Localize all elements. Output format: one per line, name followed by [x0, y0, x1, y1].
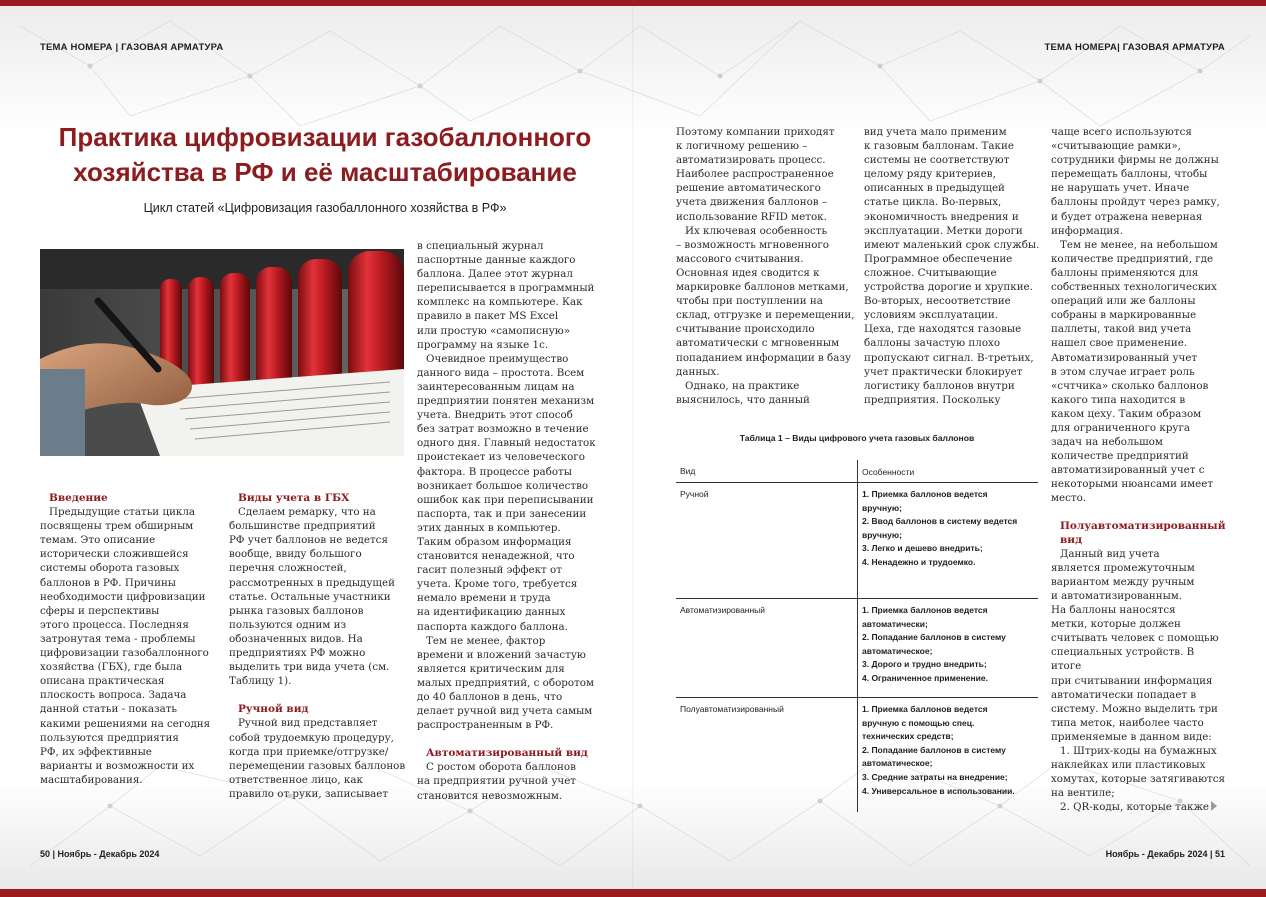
- article-subtitle: Цикл статей «Цифровизация газобаллонного хозяйства в РФ»: [143, 201, 507, 215]
- text-line: статье. Остальные участники: [229, 590, 391, 603]
- feature-line: вручную;: [862, 502, 902, 513]
- table-cell-type: Ручной: [680, 489, 709, 499]
- text-line: задач на небольшом: [1051, 436, 1163, 449]
- text-line: Их ключевая особенность: [685, 224, 828, 237]
- text-line: сотрудники фирмы не должны: [1051, 154, 1219, 167]
- text-line: каком цеху. Таким образом: [1051, 407, 1202, 420]
- text-line: типа меток, наиболее часто: [1051, 716, 1204, 729]
- text-line: описанных в предыдущей: [864, 182, 1005, 195]
- feature-line: 3. Средние затраты на внедрение;: [862, 771, 1008, 782]
- text-line: этих данных в компьютер.: [417, 521, 561, 534]
- text-line: Предыдущие статьи цикла: [49, 506, 196, 519]
- text-line: правило от руки, записывает: [229, 787, 389, 800]
- text-line: вид учета мало применим: [864, 126, 1007, 138]
- text-line: комплекс на компьютере. Как: [417, 296, 583, 309]
- text-line: применяемые в данном виде:: [1051, 730, 1212, 743]
- text-line: целому ряду критериев,: [864, 168, 996, 181]
- text-line: предприятиях РФ можно: [229, 647, 366, 660]
- table-header-cell: Вид: [680, 466, 696, 476]
- text-line: становится ненадежной, что: [417, 550, 575, 563]
- text-line: количестве предприятий, где: [1051, 252, 1214, 265]
- text-line: баллонов в РФ. Причины: [40, 576, 177, 589]
- text-line: немало времени и труда: [417, 592, 551, 605]
- text-line: является промежуточным: [1051, 561, 1195, 574]
- text-line: Тем не менее, на небольшом: [1060, 238, 1218, 251]
- text-line: является критическим для: [417, 662, 565, 675]
- text-line: Основная идея сводится к: [676, 266, 820, 279]
- column-6: [1051, 125, 1227, 815]
- article-title-line: Практика цифровизации газобаллонного: [58, 122, 592, 152]
- table-cell-type: Полуавтоматизированный: [680, 704, 784, 714]
- text-line: Программное обеспечение: [864, 252, 1013, 265]
- text-line: Цеха, где находятся газовые: [864, 323, 1022, 336]
- text-line: данной статьи - показать: [40, 703, 178, 716]
- column-4: [676, 125, 858, 407]
- text-line: системы оборота газовых: [40, 562, 180, 575]
- running-header-left: ТЕМА НОМЕРА | ГАЗОВАЯ АРМАТУРА: [40, 42, 224, 53]
- text-line: описана практическая: [40, 675, 165, 688]
- text-line: данных.: [676, 365, 720, 378]
- text-line: массового считывания.: [676, 252, 804, 265]
- text-line: до 40 баллонов в день, что: [417, 691, 563, 703]
- table-row: [676, 698, 1038, 812]
- table-header-cell: Особенности: [862, 467, 915, 477]
- text-line: информация.: [1051, 224, 1123, 237]
- text-line: РФ учет баллонов не ведется: [229, 534, 388, 547]
- text-line: перемещении газовых баллонов: [229, 759, 406, 772]
- text-line: проистекает из человеческого: [417, 451, 585, 464]
- text-line: чаще всего используются: [1051, 126, 1192, 138]
- text-line: и автоматизированным.: [1051, 590, 1183, 602]
- text-line: считывать человек с помощью: [1051, 632, 1219, 645]
- text-line: Автоматизированный учет: [1051, 351, 1198, 364]
- text-line: рассмотренных в предыдущей: [229, 576, 395, 589]
- table-row: [676, 599, 1038, 698]
- folio-right: Ноябрь - Декабрь 2024 | 51: [1105, 849, 1225, 859]
- text-line: правило в пакет MS Excel: [417, 310, 559, 323]
- text-line: [1051, 800, 1227, 814]
- article-title: [40, 120, 610, 190]
- text-line: в специальный журнал: [417, 240, 544, 252]
- feature-line: технических средств;: [862, 731, 954, 742]
- text-line: Поэтому компании приходят: [676, 126, 835, 138]
- text-line: делает ручной вид учета самым: [417, 705, 593, 718]
- text-line: пропускают сигнал. В-третьих,: [864, 351, 1034, 364]
- text-line: плоскость вопроса. Задача: [40, 689, 187, 702]
- folio-left: 50 | Ноябрь - Декабрь 2024: [40, 849, 160, 859]
- text-line: предприятии понятен механизм: [417, 395, 595, 408]
- text-line: считывание происходило: [676, 323, 815, 336]
- text-line: Сделаем ремарку, что на: [238, 506, 376, 519]
- feature-line: 3. Легко и дешево внедрить;: [862, 543, 983, 554]
- text-line: ответственное лицо, как: [229, 773, 363, 786]
- text-line: Таким образом информация: [417, 535, 572, 548]
- text-line: или простую «самописную»: [417, 324, 571, 337]
- text-line: какими решениями на сегодня: [40, 717, 211, 730]
- column-5: [864, 125, 1046, 407]
- text-line: темам. Это описание: [40, 534, 156, 547]
- text-line-content: 2. QR-коды, которые также: [1060, 801, 1210, 814]
- text-line: вообще, ввиду большого: [229, 548, 362, 561]
- text-line: и будет отражена неверная: [1051, 210, 1203, 223]
- column-1: [40, 491, 218, 787]
- continue-arrow-icon: [1211, 801, 1217, 811]
- bottom-band: [0, 889, 1266, 897]
- text-line: На баллоны наносятся: [1051, 604, 1176, 617]
- text-line: одного дня. Главный недостаток: [417, 437, 596, 450]
- feature-line: вручную;: [862, 529, 902, 540]
- text-line: собой трудоемкую процедуру,: [229, 731, 394, 744]
- text-line: без затрат возможно в течение: [417, 423, 589, 436]
- feature-line: 1. Приемка баллонов ведется: [862, 489, 988, 499]
- column-3: [417, 239, 601, 803]
- column-2: [229, 491, 411, 801]
- text-line: некоторыми нюансами имеет: [1051, 478, 1214, 491]
- text-line: «счтчика» сколько баллонов: [1051, 379, 1209, 392]
- feature-line: 1. Приемка баллонов ведется: [862, 605, 988, 615]
- text-line: собственных технологических: [1051, 281, 1217, 294]
- text-line: большинстве предприятий: [229, 520, 376, 533]
- text-line: пользуются предприятия: [40, 731, 179, 744]
- section-heading-manual: Ручной вид: [238, 703, 309, 716]
- text-line: данного вида – простота. Всем: [417, 366, 585, 379]
- text-line: баллоны пройдут через рамку,: [1051, 196, 1220, 209]
- text-line: попаданием информации в базу: [676, 351, 852, 364]
- text-line: посвящены трем обширным: [40, 520, 194, 533]
- text-line: паспорта, так и при занесении: [417, 507, 587, 520]
- heading-line: Полуавтоматизированный: [1060, 519, 1226, 532]
- text-line: статье цикла. Во-первых,: [864, 196, 1002, 209]
- text-line: обозначенных видов. На: [229, 632, 363, 645]
- page-fold: [632, 6, 634, 889]
- text-line: исторически сложившейся: [40, 548, 189, 561]
- text-line: масштабирования.: [40, 773, 143, 786]
- text-line: операций или же баллоны: [1051, 295, 1196, 308]
- text-line: распространенным в РФ.: [417, 719, 554, 732]
- feature-line: автоматическое;: [862, 758, 933, 769]
- text-line: малых предприятий, с оборотом: [417, 676, 594, 689]
- text-line: баллоны зачастую плохо: [864, 337, 1001, 350]
- text-line: количестве предприятий: [1051, 450, 1189, 463]
- text-line: гасит полезный эффект от: [417, 564, 562, 577]
- text-line: РФ, их эффективные: [40, 745, 152, 758]
- text-line: учета движения баллонов –: [676, 196, 828, 209]
- text-line: решение автоматического: [676, 182, 821, 195]
- text-line: С ростом оборота баллонов: [426, 761, 576, 774]
- text-line: ошибок как при переписывании: [417, 493, 594, 506]
- text-line: переписывается в программный: [417, 282, 595, 295]
- table-caption: Таблица 1 – Виды цифрового учета газовых баллонов: [739, 433, 975, 443]
- text-line: Наиболее распространенное: [676, 168, 834, 181]
- text-line: системы не соответствуют: [864, 154, 1010, 167]
- text-line: специальных устройств. В итоге: [1051, 646, 1195, 673]
- article-photo: [40, 249, 404, 456]
- table-cell-features: [862, 604, 1036, 686]
- text-line: затронутая тема - проблемы: [40, 632, 196, 645]
- feature-line: 2. Попадание баллонов в систему: [862, 632, 1006, 643]
- text-line: на идентификацию данных: [417, 606, 566, 619]
- text-line: выделить три вида учета (см.: [229, 661, 390, 674]
- feature-line: 2. Ввод баллонов в систему ведется: [862, 516, 1018, 527]
- text-line: метки, которые должен: [1051, 618, 1181, 631]
- heading-line: вид: [1060, 533, 1083, 546]
- text-line: Таблицу 1).: [229, 675, 292, 688]
- text-line: склад, отгрузке и перемещении,: [676, 309, 855, 322]
- text-line: на предприятии ручной учет: [417, 775, 576, 788]
- feature-line: 4. Ограниченное применение.: [862, 672, 988, 683]
- text-line: хомутах, которые затягиваются: [1051, 773, 1226, 786]
- text-line: имеют маленький срок службы.: [864, 238, 1040, 251]
- text-line: программу на языке 1с.: [417, 338, 549, 351]
- text-line: устройства дорогие и хрупкие.: [864, 281, 1033, 294]
- text-line: автоматически с мгновенным: [676, 337, 840, 350]
- text-line: Однако, на практике: [685, 379, 800, 392]
- feature-line: автоматическое;: [862, 645, 933, 656]
- text-line: экономичность внедрения и: [864, 210, 1019, 223]
- text-line: Ручной вид представляет: [238, 717, 378, 730]
- table-cell-features: [862, 703, 1036, 798]
- text-line: систему. Можно выделить три: [1051, 702, 1218, 715]
- text-line: хозяйства (ГБХ), где была: [40, 661, 183, 674]
- feature-line: 1. Приемка баллонов ведется: [862, 704, 988, 714]
- text-line: наклейках или пластиковых: [1051, 759, 1206, 772]
- text-line: Тем не менее, фактор: [426, 634, 546, 647]
- text-line: условиям эксплуатации.: [864, 309, 999, 322]
- text-line: паспорта каждого баллона.: [417, 620, 568, 633]
- text-line: заинтересованным лицам на: [417, 380, 575, 393]
- text-line: когда при приемке/отгрузке/: [229, 745, 389, 758]
- text-line: фактора. В процессе работы: [417, 465, 572, 478]
- table-row: [676, 483, 1038, 599]
- text-line: перемещать баллоны, чтобы: [1051, 168, 1208, 181]
- text-line: Во-вторых, несоответствие: [864, 295, 1011, 308]
- text-line: к логичному решению –: [676, 140, 808, 153]
- text-line: автоматически попадает в: [1051, 688, 1197, 701]
- text-line: какого типа находится в: [1051, 393, 1186, 406]
- text-line: учет практически блокирует: [864, 365, 1023, 378]
- text-line: при считывании информация: [1051, 674, 1213, 687]
- table-header-row: [676, 460, 1038, 483]
- text-line: место.: [1051, 492, 1087, 505]
- text-line: Данный вид учета: [1060, 547, 1160, 560]
- feature-line: вручную с помощью спец.: [862, 717, 975, 728]
- text-line: эксплуатации. Метки дороги: [864, 224, 1023, 237]
- text-line: в этом случае играет роль: [1051, 365, 1195, 378]
- text-line: не нарушать учет. Иначе: [1051, 182, 1190, 195]
- text-line: перечня сложностей,: [229, 562, 347, 575]
- text-line: возникает большое количество: [417, 479, 589, 492]
- section-heading-automated: Автоматизированный вид: [426, 747, 588, 760]
- feature-line: 4. Ненадежно и трудоемко.: [862, 556, 976, 567]
- text-line: маркировке баллонов метками,: [676, 281, 849, 294]
- text-line: необходимости цифровизации: [40, 590, 206, 603]
- text-line: паспортные данные каждого: [417, 254, 576, 267]
- feature-line: автоматически;: [862, 618, 928, 629]
- text-line: на вентиле;: [1051, 787, 1115, 800]
- text-line: учета. Внедрить этот способ: [417, 409, 573, 422]
- text-line: 1. Штрих-коды на бумажных: [1060, 745, 1217, 758]
- text-line: собраны в маркированные: [1051, 309, 1197, 322]
- text-line: сложное. Считывающие: [864, 266, 997, 279]
- text-line: сферы и перспективы: [40, 604, 160, 617]
- text-line: становится невозможным.: [417, 789, 563, 802]
- text-line: паллеты, такой вид учета: [1051, 323, 1192, 336]
- text-line: вариантом между ручным: [1051, 575, 1195, 588]
- text-line: учета. Кроме того, требуется: [417, 578, 578, 591]
- section-heading-semiautomated: [1051, 519, 1227, 547]
- text-line: времени и вложений зачастую: [417, 648, 586, 661]
- text-line: логистику баллонов внутри: [864, 379, 1015, 392]
- text-line: чтобы при поступлении на: [676, 295, 823, 308]
- feature-line: 4. Универсальное в использовании.: [862, 785, 1015, 796]
- table-cell-type: Автоматизированный: [680, 605, 766, 615]
- text-line: рынка газовых баллонов: [229, 604, 364, 617]
- feature-line: 3. Дорого и трудно внедрить;: [862, 659, 987, 670]
- text-line: автоматизировать процесс.: [676, 154, 826, 167]
- text-line: баллоны применяются для: [1051, 266, 1199, 279]
- text-line: – возможность мгновенного: [676, 238, 829, 251]
- text-line: использование RFID меток.: [676, 210, 827, 223]
- text-line: «считывающие рамки»,: [1051, 140, 1181, 153]
- text-line: к газовым баллонам. Такие: [864, 140, 1014, 153]
- text-line: для ограниченного круга: [1051, 421, 1191, 434]
- text-line: этого процесса. Последняя: [40, 618, 189, 631]
- section-heading-intro: Введение: [49, 492, 108, 504]
- text-line: нашел свое применение.: [1051, 337, 1188, 350]
- text-line: баллона. Далее этот журнал: [417, 268, 573, 281]
- text-line: Очевидное преимущество: [426, 352, 569, 365]
- text-line: автоматизированный учет с: [1051, 464, 1205, 477]
- table-cell-features: [862, 488, 1036, 570]
- text-line: цифровизации газобаллонного: [40, 647, 209, 660]
- text-line: пользуются одним из: [229, 618, 347, 631]
- section-heading-types: Виды учета в ГБХ: [238, 492, 350, 504]
- text-line: выяснилось, что данный: [676, 393, 810, 406]
- running-header-right: ТЕМА НОМЕРА| ГАЗОВАЯ АРМАТУРА: [1044, 42, 1225, 53]
- text-line: предприятия. Поскольку: [864, 393, 1001, 406]
- feature-line: 2. Попадание баллонов в систему: [862, 744, 1006, 755]
- text-line: варианты и возможности их: [40, 759, 195, 772]
- article-title-line: хозяйства в РФ и её масштабирование: [73, 157, 577, 187]
